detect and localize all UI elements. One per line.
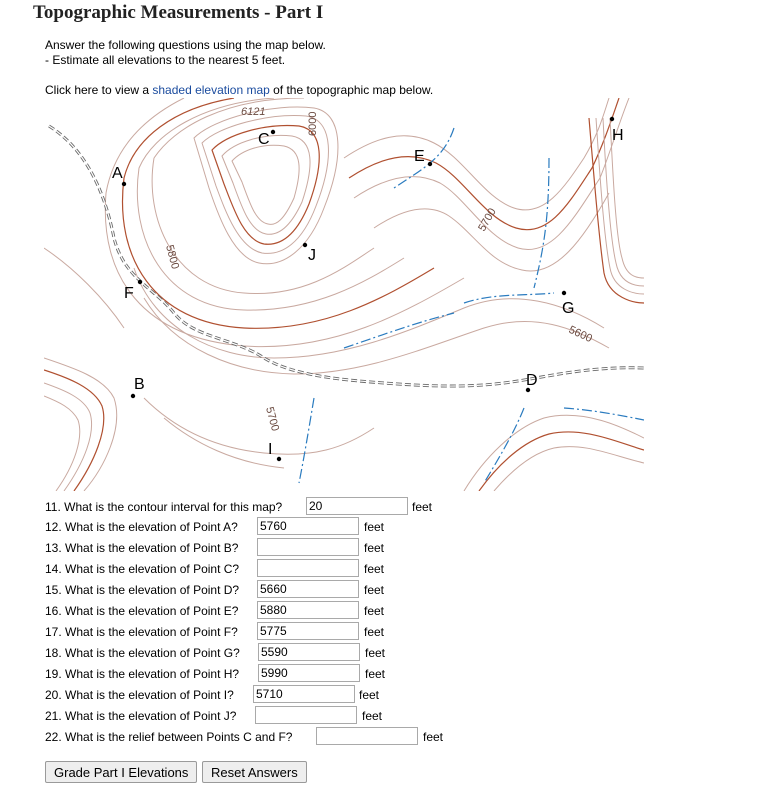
unit-label: feet — [364, 625, 385, 639]
unit-label: feet — [364, 604, 385, 618]
question-label: 11. What is the contour interval for this map? — [45, 500, 283, 514]
shaded-map-prompt — [45, 83, 433, 97]
point-i-label: I — [268, 441, 273, 458]
question-label: 16. What is the elevation of Point E? — [45, 604, 239, 618]
point-h-marker — [610, 117, 614, 121]
point-j-label: J — [308, 247, 316, 264]
point-i-elevation-input[interactable] — [253, 685, 355, 703]
question-label: 13. What is the elevation of Point B? — [45, 541, 239, 555]
point-c-label: C — [258, 131, 270, 148]
unit-label: feet — [364, 520, 385, 534]
question-label: 14. What is the elevation of Point C? — [45, 562, 240, 576]
point-f-label: F — [124, 285, 134, 302]
question-11 — [45, 497, 433, 517]
question-18 — [45, 643, 386, 663]
point-j-elevation-input[interactable] — [255, 706, 357, 724]
question-label: 17. What is the elevation of Point F? — [45, 625, 238, 639]
point-c-elevation-input[interactable] — [257, 559, 359, 577]
question-label: 22. What is the relief between Points C and F? — [45, 730, 293, 744]
point-a-marker — [122, 182, 126, 186]
point-d-label: D — [526, 372, 538, 389]
question-12 — [45, 517, 385, 537]
unit-label: feet — [423, 730, 444, 744]
question-22 — [45, 727, 444, 747]
contour-interval-input[interactable] — [306, 497, 408, 515]
contour-label-6121: 6121 — [241, 106, 266, 118]
contour-label-6000: 6000 — [307, 111, 319, 136]
question-15 — [45, 580, 385, 600]
point-j-marker — [303, 243, 307, 247]
instructions-line-2: - Estimate all elevations to the nearest 5 feet. — [45, 53, 286, 67]
point-e-marker — [428, 162, 432, 166]
point-c-marker — [271, 130, 275, 134]
unit-label: feet — [412, 500, 433, 514]
point-b-label: B — [134, 376, 145, 393]
point-g-elevation-input[interactable] — [258, 643, 360, 661]
point-i-marker — [277, 457, 281, 461]
unit-label: feet — [364, 562, 385, 576]
question-16 — [45, 601, 385, 621]
question-19 — [45, 664, 386, 684]
unit-label: feet — [359, 688, 380, 702]
unit-label: feet — [364, 541, 385, 555]
question-label: 15. What is the elevation of Point D? — [45, 583, 240, 597]
question-label: 18. What is the elevation of Point G? — [45, 646, 240, 660]
point-b-marker — [131, 394, 135, 398]
question-14 — [45, 559, 385, 579]
contour-label-5800: 5800 — [163, 243, 182, 271]
relief-input[interactable] — [316, 727, 418, 745]
point-h-label: H — [612, 127, 624, 144]
unit-label: feet — [364, 583, 385, 597]
point-e-elevation-input[interactable] — [257, 601, 359, 619]
question-label: 21. What is the elevation of Point J? — [45, 709, 237, 723]
point-d-elevation-input[interactable] — [257, 580, 359, 598]
unit-label: feet — [365, 667, 386, 681]
question-label: 20. What is the elevation of Point I? — [45, 688, 234, 702]
point-a-label: A — [112, 165, 123, 182]
grade-button[interactable]: Grade Part I Elevations — [45, 761, 197, 783]
contour-label-5600: 5600 — [566, 323, 594, 346]
point-f-elevation-input[interactable] — [257, 622, 359, 640]
contour-label-5700-upper: 5700 — [476, 206, 499, 234]
question-21 — [45, 706, 383, 726]
unit-label: feet — [365, 646, 386, 660]
topographic-map — [44, 98, 644, 491]
question-13 — [45, 538, 385, 558]
page-title: Topographic Measurements - Part I — [33, 2, 324, 23]
point-h-elevation-input[interactable] — [258, 664, 360, 682]
point-a-elevation-input[interactable] — [257, 517, 359, 535]
point-f-marker — [138, 280, 142, 284]
shaded-elevation-map-link[interactable]: shaded elevation map — [152, 83, 270, 97]
question-17 — [45, 622, 385, 642]
point-b-elevation-input[interactable] — [257, 538, 359, 556]
question-label: 12. What is the elevation of Point A? — [45, 520, 238, 534]
question-label: 19. What is the elevation of Point H? — [45, 667, 240, 681]
point-e-label: E — [414, 148, 425, 165]
prompt-prefix: Click here to view a — [45, 83, 153, 97]
unit-label: feet — [362, 709, 383, 723]
question-20 — [45, 685, 380, 705]
point-g-label: G — [562, 300, 575, 317]
contour-label-5700-lower: 5700 — [263, 405, 282, 433]
prompt-suffix: of the topographic map below. — [269, 83, 434, 97]
reset-button[interactable]: Reset Answers — [202, 761, 307, 783]
point-g-marker — [562, 291, 566, 295]
instructions-line-1: Answer the following questions using the map below. — [45, 38, 326, 52]
